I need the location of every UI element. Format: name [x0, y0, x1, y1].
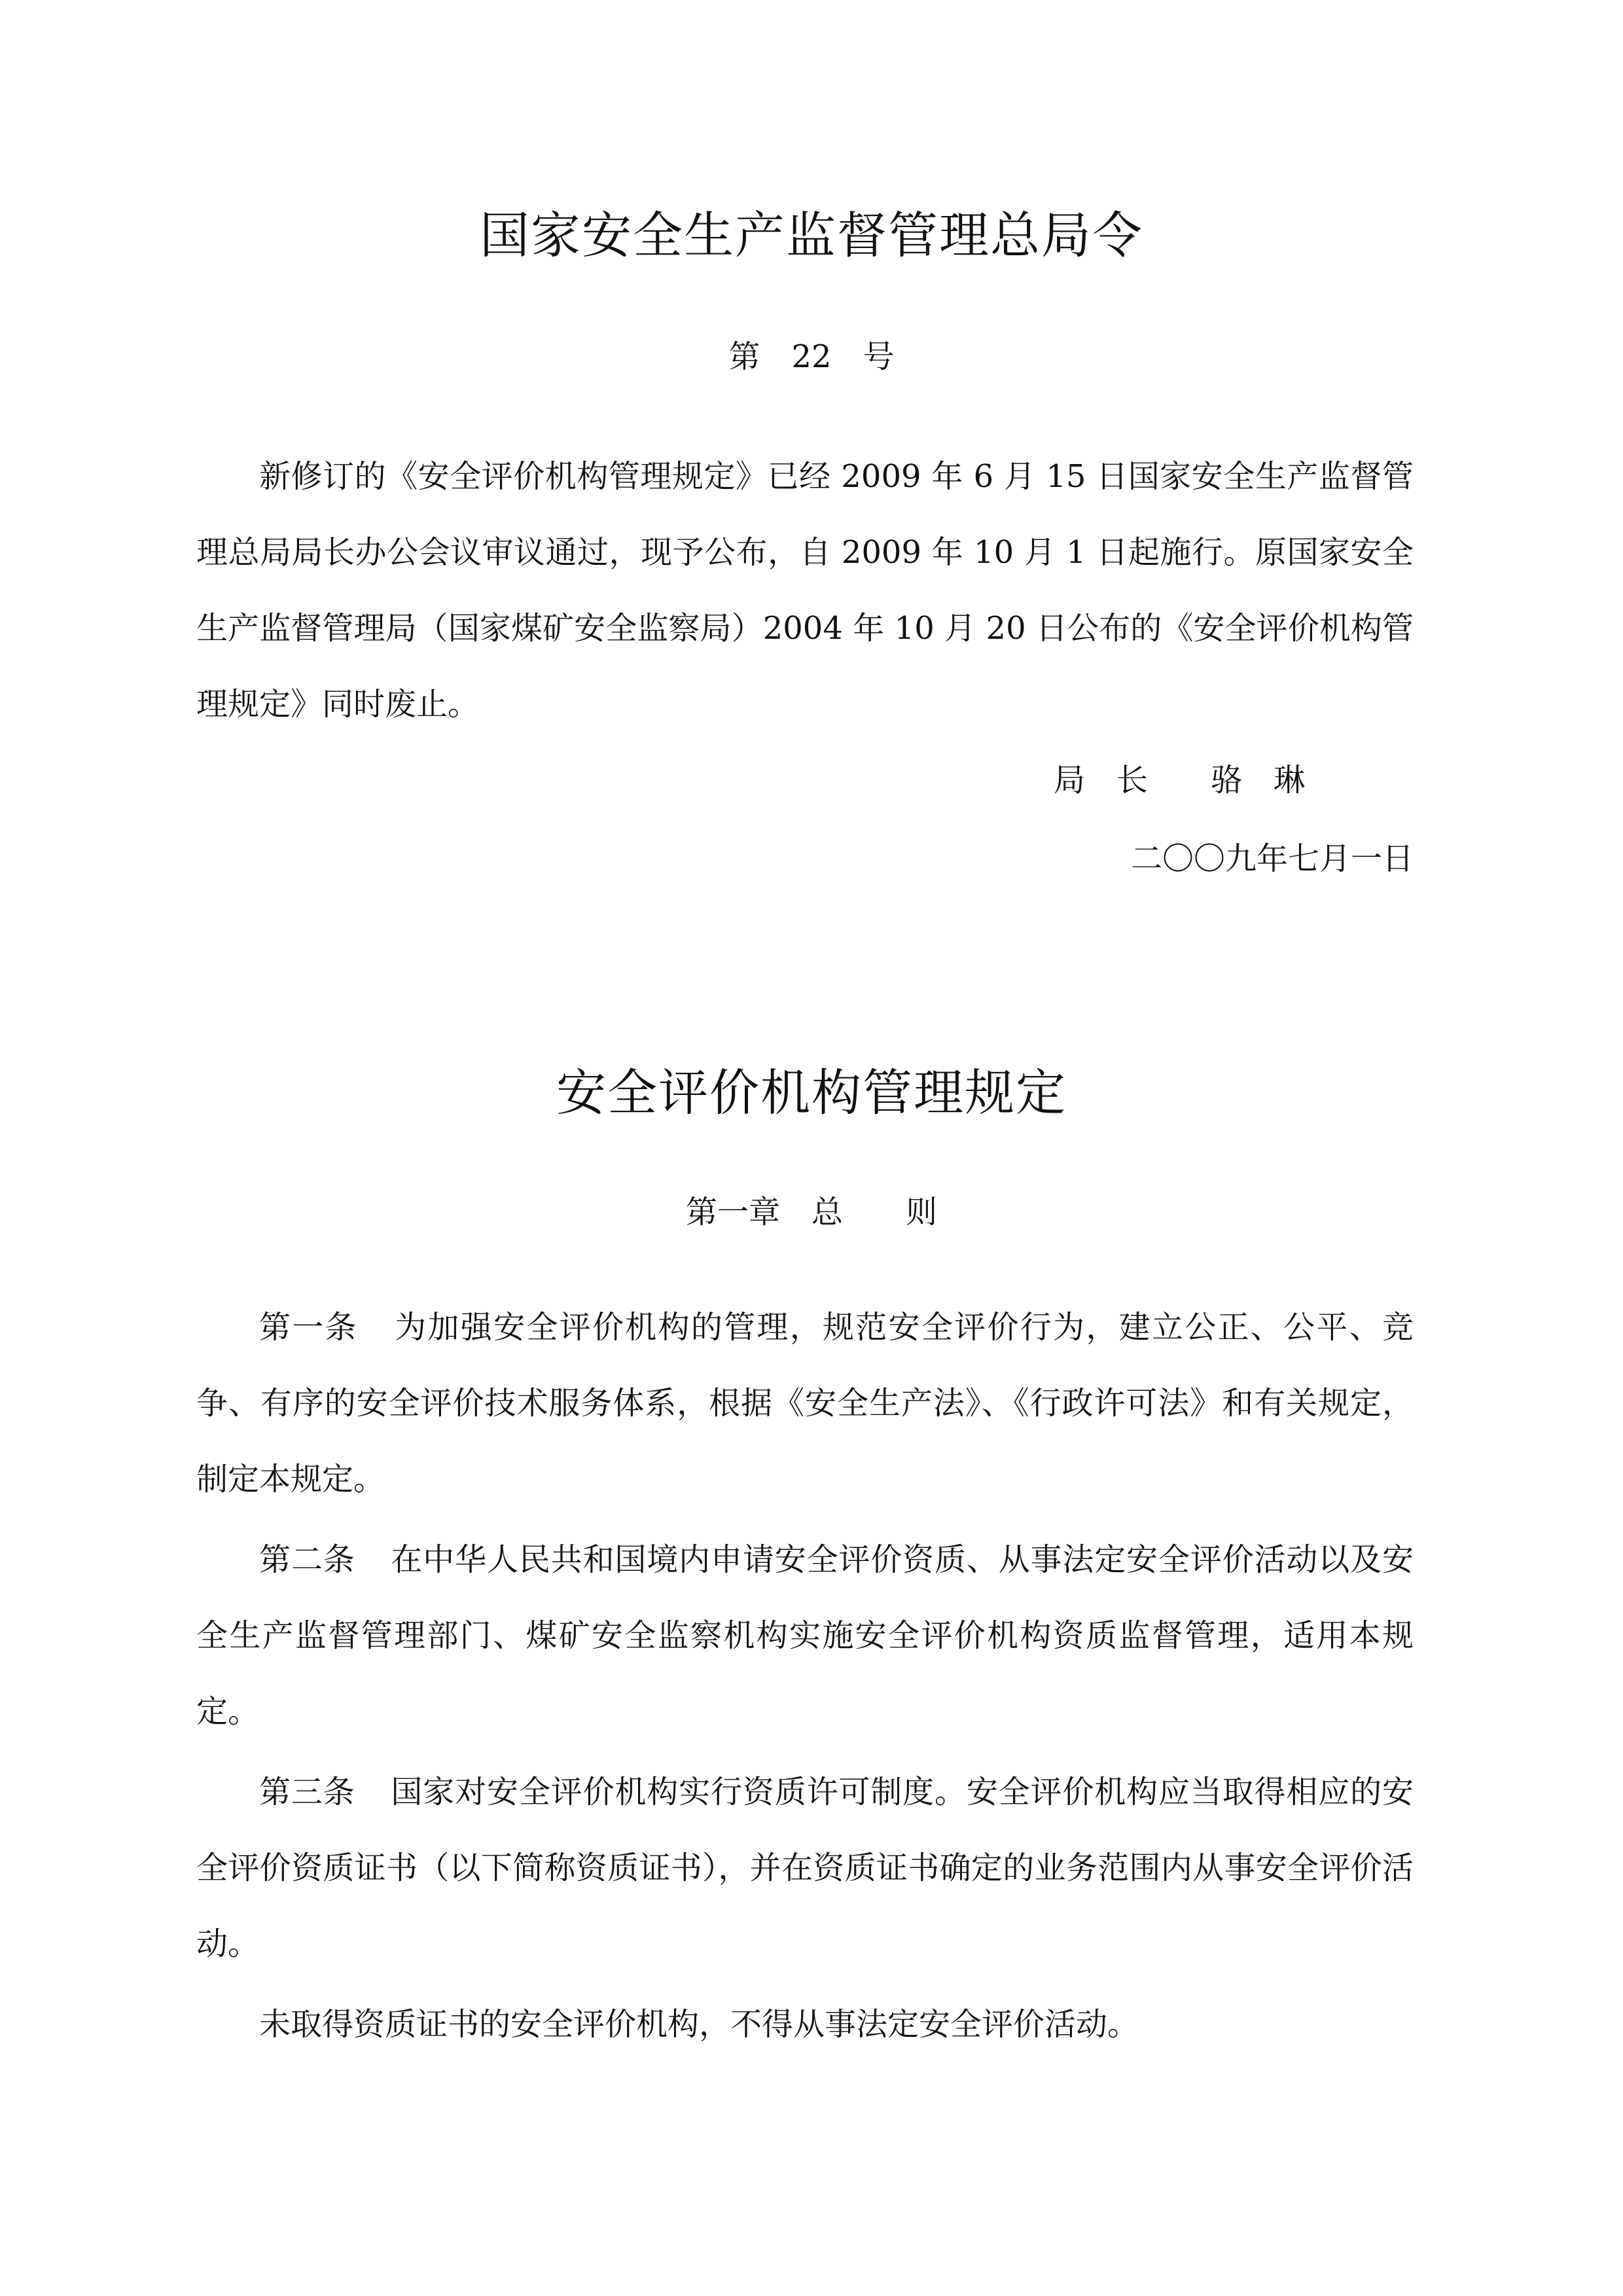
article-2 [196, 1522, 1414, 1749]
chapter-heading: 第一章 总 则 [685, 1194, 937, 1230]
article-3-text: 国家对安全评价机构实行资质许可制度。安全评价机构应当取得相应的安全评价资质证书（以下简称资质证书），并在资质证书确定的业务范围内从事安全评价活动。 [196, 1774, 1414, 1962]
decree-date: 二〇〇九年七月一日 [1130, 840, 1414, 877]
article-2-text: 在中华人民共和国境内申请安全评价资质、从事法定安全评价活动以及安全生产监督管理部门、煤矿安全监察机构实施安全评价机构资质监督管理，适用本规定。 [196, 1541, 1414, 1730]
decree-signature: 局 长 骆 琳 [1054, 762, 1306, 798]
article-1-text: 为加强安全评价机构的管理，规范安全评价行为，建立公正、公平、竞争、有序的安全评价技术服务体系，根据《安全生产法》、《行政许可法》和有关规定，制定本规定。 [196, 1309, 1414, 1498]
decree-number: 第 22 号 [728, 338, 895, 375]
article-3-continuation: 未取得资质证书的安全评价机构，不得从事法定安全评价活动。 [259, 2006, 1139, 2043]
decree-body: 新修订的《安全评价机构管理规定》已经 2009 年 6 月 15 日国家安全生产监督管理总局局长办公会议审议通过，现予公布，自 2009 年 10 月 1 日起施行。原国家安全生产监督管理局（国家煤矿安全监察局）2004 年 10 月 20 日公布的《安全评价机构管理规定》同时废止。 [196, 458, 1414, 723]
article-1-number: 第一条 [259, 1309, 358, 1346]
article-3-number: 第三条 [259, 1774, 355, 1810]
article-2-number: 第二条 [259, 1541, 355, 1578]
article-1 [196, 1289, 1414, 1517]
article-3 [196, 1754, 1414, 1982]
regulation-title: 安全评价机构管理规定 [556, 1064, 1067, 1122]
decree-title: 国家安全生产监督管理总局令 [480, 206, 1143, 264]
